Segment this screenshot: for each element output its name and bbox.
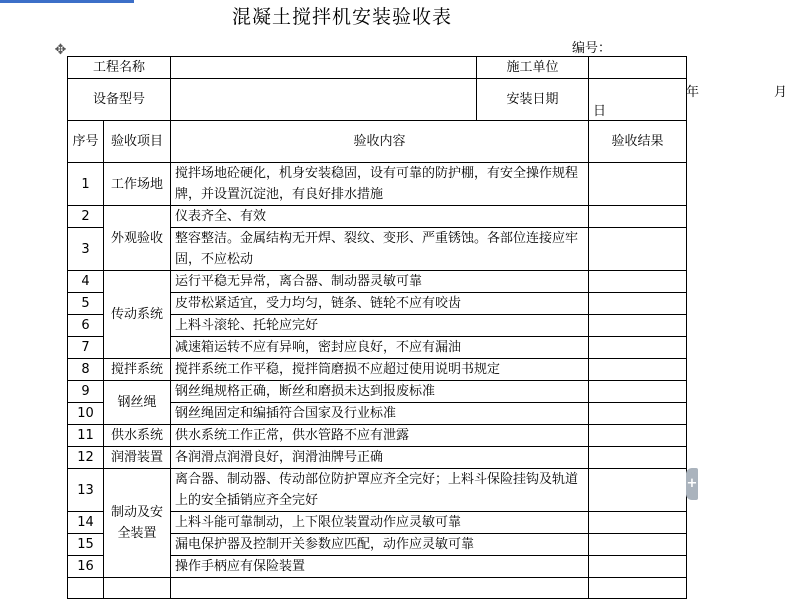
table-row bbox=[68, 57, 687, 79]
row-number: 12 bbox=[68, 447, 104, 469]
table-row bbox=[68, 447, 687, 469]
inspection-content: 整容整洁。金属结构无开焊、裂纹、变形、严重锈蚀。各部位连接应牢固，不应松动 bbox=[171, 228, 589, 271]
inspection-table bbox=[67, 56, 787, 599]
inspection-result[interactable] bbox=[589, 403, 687, 425]
inspection-content: 上料斗能可靠制动，上下限位装置动作应灵敏可靠 bbox=[171, 512, 589, 534]
inspection-content: 减速箱运转不应有异响，密封应良好，不应有漏油 bbox=[171, 337, 589, 359]
date-month-label: 月 bbox=[774, 85, 787, 100]
table-row bbox=[68, 381, 687, 403]
inspection-content: 供水系统工作正常，供水管路不应有泄露 bbox=[171, 425, 589, 447]
row-number: 8 bbox=[68, 359, 104, 381]
table-row bbox=[68, 79, 687, 121]
table-row bbox=[68, 469, 687, 512]
inspection-result[interactable] bbox=[589, 381, 687, 403]
page-title: 混凝土搅拌机安装验收表 bbox=[232, 6, 453, 28]
table-row bbox=[68, 206, 687, 228]
row-number: 6 bbox=[68, 315, 104, 337]
table-header-row bbox=[68, 121, 687, 163]
inspection-item: 搅拌系统 bbox=[104, 359, 171, 381]
inspection-content: 仪表齐全、有效 bbox=[171, 206, 589, 228]
inspection-item: 外观验收 bbox=[104, 206, 171, 271]
inspection-result[interactable] bbox=[589, 315, 687, 337]
row-number: 7 bbox=[68, 337, 104, 359]
inspection-result[interactable] bbox=[589, 425, 687, 447]
inspection-item: 润滑装置 bbox=[104, 447, 171, 469]
inspection-result[interactable] bbox=[589, 447, 687, 469]
project-name-value[interactable] bbox=[171, 57, 477, 79]
date-year-label: 年 bbox=[686, 85, 700, 100]
inspection-content: 上料斗滚轮、托轮应完好 bbox=[171, 315, 589, 337]
table-row bbox=[68, 271, 687, 293]
project-name-label: 工程名称 bbox=[68, 57, 171, 79]
row-number: 11 bbox=[68, 425, 104, 447]
row-number: 14 bbox=[68, 512, 104, 534]
equipment-model-value[interactable] bbox=[171, 79, 477, 121]
inspection-content: 操作手柄应有保险装置 bbox=[171, 556, 589, 578]
inspection-result[interactable] bbox=[589, 163, 687, 206]
row-number: 1 bbox=[68, 163, 104, 206]
construction-unit-label: 施工单位 bbox=[477, 57, 589, 79]
column-header-seq: 序号 bbox=[68, 121, 104, 163]
equipment-model-label: 设备型号 bbox=[68, 79, 171, 121]
move-icon[interactable]: ✥ bbox=[54, 42, 67, 58]
inspection-result[interactable] bbox=[589, 271, 687, 293]
inspection-result[interactable] bbox=[589, 337, 687, 359]
install-date-value[interactable] bbox=[589, 79, 787, 121]
inspection-item: 工作场地 bbox=[104, 163, 171, 206]
row-number: 15 bbox=[68, 534, 104, 556]
row-number: 13 bbox=[68, 469, 104, 512]
inspection-result[interactable] bbox=[589, 206, 687, 228]
document-number-label: 编号： bbox=[572, 41, 612, 56]
column-header-result: 验收结果 bbox=[589, 121, 687, 163]
inspection-table-container bbox=[67, 56, 787, 574]
row-number: 9 bbox=[68, 381, 104, 403]
inspection-result[interactable] bbox=[589, 512, 687, 534]
column-header-content: 验收内容 bbox=[171, 121, 589, 163]
table-row bbox=[68, 425, 687, 447]
inspection-result[interactable] bbox=[589, 293, 687, 315]
inspection-content: 搅拌系统工作平稳，搅拌筒磨损不应超过使用说明书规定 bbox=[171, 359, 589, 381]
row-number: 4 bbox=[68, 271, 104, 293]
inspection-result[interactable] bbox=[589, 228, 687, 271]
inspection-item: 供水系统 bbox=[104, 425, 171, 447]
row-number: 16 bbox=[68, 556, 104, 578]
table-row bbox=[68, 578, 687, 599]
inspection-item: 制动及安全装置 bbox=[104, 469, 171, 578]
inspection-content: 运行平稳无异常，离合器、制动器灵敏可靠 bbox=[171, 271, 589, 293]
inspection-item: 钢丝绳 bbox=[104, 381, 171, 425]
column-header-item: 验收项目 bbox=[104, 121, 171, 163]
inspection-content: 钢丝绳规格正确，断丝和磨损未达到报废标准 bbox=[171, 381, 589, 403]
table-row bbox=[68, 163, 687, 206]
window-top-accent-bar bbox=[0, 0, 134, 3]
row-number: 3 bbox=[68, 228, 104, 271]
row-number: 5 bbox=[68, 293, 104, 315]
install-date-label: 安装日期 bbox=[477, 79, 589, 121]
inspection-content: 漏电保护器及控制开关参数应匹配，动作应灵敏可靠 bbox=[171, 534, 589, 556]
plus-icon[interactable]: + bbox=[686, 468, 698, 500]
row-number: 2 bbox=[68, 206, 104, 228]
date-day-label: 日 bbox=[593, 104, 607, 119]
inspection-content: 皮带松紧适宜，受力均匀，链条、链轮不应有咬齿 bbox=[171, 293, 589, 315]
inspection-result[interactable] bbox=[589, 534, 687, 556]
table-row bbox=[68, 359, 687, 381]
inspection-result[interactable] bbox=[589, 469, 687, 512]
inspection-content: 搅拌场地砼硬化，机身安装稳固，设有可靠的防护棚，有安全操作规程牌，并设置沉淀池，有良好排水措施 bbox=[171, 163, 589, 206]
row-number: 10 bbox=[68, 403, 104, 425]
inspection-item: 传动系统 bbox=[104, 271, 171, 359]
inspection-result[interactable] bbox=[589, 359, 687, 381]
inspection-content: 钢丝绳固定和编插符合国家及行业标准 bbox=[171, 403, 589, 425]
inspection-result[interactable] bbox=[589, 556, 687, 578]
inspection-content: 离合器、制动器、传动部位防护罩应齐全完好；上料斗保险挂钩及轨道上的安全插销应齐全完好 bbox=[171, 469, 589, 512]
inspection-content: 各润滑点润滑良好，润滑油牌号正确 bbox=[171, 447, 589, 469]
construction-unit-value[interactable] bbox=[589, 57, 687, 79]
